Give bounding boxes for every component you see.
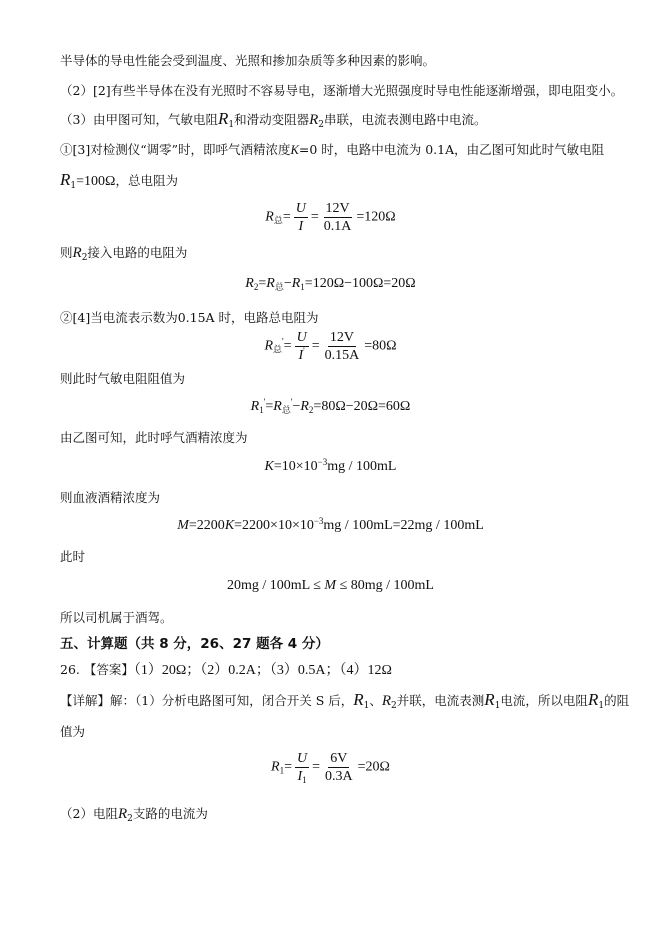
equation-total-resistance: $R_总=$ $\frac{U}{I}$ = $\frac{12V}{0.1A}$ =120Ω: [265, 201, 396, 234]
fraction-12v-over-015a: $\frac{12V}{0.15A}$: [324, 330, 360, 363]
equation-total-resistance-new: $R_总'=$ $\frac{U}{I'}$ = $\frac{12V}{0.15A}$ =80Ω: [264, 330, 397, 363]
paragraph-r2-intro: 则$R_2$接入电路的电阻为: [60, 245, 188, 263]
section-heading-calculation: 五、计算题（共 8 分，26、27 题各 4 分）: [60, 636, 329, 652]
equation-breath-concentration: $K=10\times 10^{-3}mg / 100mL$: [264, 457, 397, 474]
fraction-u-over-i1: $\frac{U}{I_1}$: [297, 751, 308, 785]
paragraph-at-this-time: 此时: [60, 549, 86, 564]
fraction-12v-over-01a: $\frac{12V}{0.1A}$: [323, 201, 352, 234]
equation-r1-new: $R_1'=R_总'-R_2=80\Omega-20\Omega=60\Omega$: [250, 397, 411, 415]
paragraph-light-conductivity: （2）[2]有些半导体在没有光照时不容易导电，逐渐增大光照强度时导电性能逐渐增强，即电阻变小。: [60, 83, 624, 98]
paragraph-current-015: ②[4]当电流表示数为0.15A 时，电路总电阻为: [60, 310, 319, 325]
fraction-6v-over-03a: $\frac{6V}{0.3A}$: [325, 751, 353, 784]
equation-r2-resistance: $R_2=R_总-R_1=120\Omega-100\Omega=20\Omega$: [245, 276, 416, 292]
paragraph-sensor-resistance: 则此时气敏电阻阻值为: [60, 371, 186, 386]
equation-drink-driving-range: 20mg / 100mL ≤ M ≤ 80mg / 100mL: [227, 578, 434, 593]
paragraph-zero-calibration: ①[3]对检测仪“调零”时，即呼气酒精浓度K=0 时，电路中电流为 0.1A，由乙图可知此时气敏电阻: [60, 142, 605, 157]
question-26-answer: 26. 【答案】（1）20Ω；（2）0.2A；（3）0.5A；（4）12Ω: [60, 662, 392, 678]
fraction-u-over-i: $\frac{U}{I}$: [295, 201, 306, 234]
paragraph-series-circuit: （3）由甲图可知，气敏电阻$R_1$和滑动变阻器$R_2$串联，电流表测电路中电流。: [60, 109, 487, 130]
paragraph-conclusion: 所以司机属于酒驾。: [60, 610, 173, 625]
paragraph-breath-alcohol: 由乙图可知，此时呼气酒精浓度为: [60, 430, 248, 445]
paragraph-blood-alcohol: 则血液酒精浓度为: [60, 490, 161, 505]
paragraph-r1-value: $R_1=100\Omega$，总电阻为: [60, 170, 178, 191]
fraction-u-over-i-prime: $\frac{U}{I'}$: [296, 330, 307, 363]
paragraph-detail-explanation: 【详解】解：（1）分析电路图可知，闭合开关 S 后，$R_1$、$R_2$并联，电流表测$R_1$电流，所以电阻$R_1$的阻: [60, 690, 630, 711]
paragraph-value-is: 值为: [60, 724, 86, 739]
paragraph-r2-branch-current: （2）电阻$R_2$支路的电流为: [60, 806, 208, 824]
equation-blood-concentration: $M=2200K=2200\times 10\times 10^{-3}mg / 100mL=22mg / 100mL$: [177, 516, 484, 533]
paragraph-semiconductor-factors: 半导体的导电性能会受到温度、光照和掺加杂质等多种因素的影响。: [60, 53, 436, 68]
equation-r1-calc: $R_1=$ $\frac{U}{I_1}$ = $\frac{6V}{0.3A}$ =20Ω: [271, 751, 390, 785]
